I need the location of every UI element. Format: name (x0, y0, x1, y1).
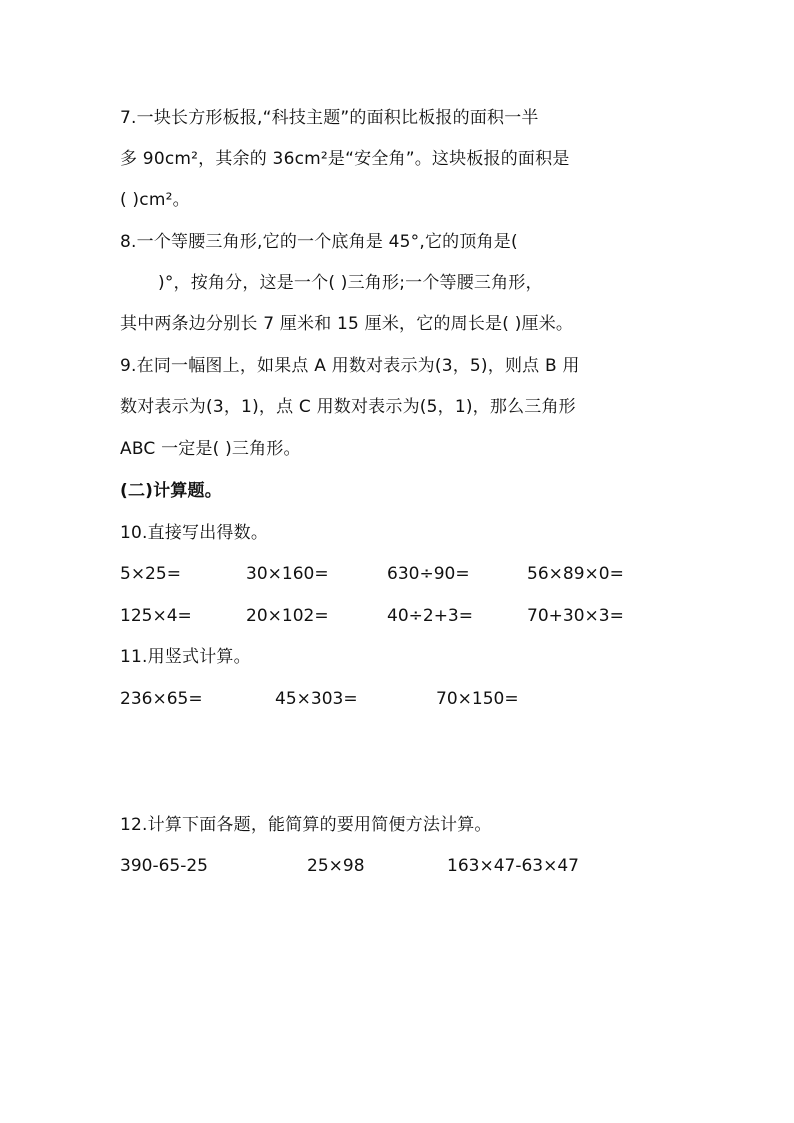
q10-row2-item-2: 20×102= (246, 606, 329, 626)
q11-item-2: 45×303= (275, 689, 358, 709)
q11-title: 11.用竖式计算。 (120, 647, 251, 667)
q8-line-3: 其中两条边分别长 7 厘米和 15 厘米，它的周长是( )厘米。 (120, 314, 574, 334)
q10-row2-item-4: 70+30×3= (527, 606, 624, 626)
q12-item-3: 163×47-63×47 (447, 856, 579, 876)
q10-title: 10.直接写出得数。 (120, 523, 269, 543)
q8-line-2: )°，按角分，这是一个( )三角形;一个等腰三角形， (158, 273, 543, 293)
q10-row2-item-3: 40÷2+3= (387, 606, 473, 626)
q10-row2-item-1: 125×4= (120, 606, 192, 626)
q9-line-2: 数对表示为(3，1)，点 C 用数对表示为(5，1)，那么三角形 (120, 397, 576, 417)
q10-row1-item-2: 30×160= (246, 564, 329, 584)
q7-line-3: ( )cm²。 (120, 190, 190, 210)
q12-item-1: 390-65-25 (120, 856, 208, 876)
q11-item-3: 70×150= (436, 689, 519, 709)
q9-line-1: 9.在同一幅图上，如果点 A 用数对表示为(3，5)，则点 B 用 (120, 356, 580, 376)
q7-line-1: 7.一块长方形板报,“科技主题”的面积比板报的面积一半 (120, 108, 539, 128)
section-2-title: (二)计算题。 (120, 481, 222, 501)
q11-item-1: 236×65= (120, 689, 203, 709)
q8-line-1: 8.一个等腰三角形,它的一个底角是 45°,它的顶角是( (120, 232, 518, 252)
q10-row1-item-3: 630÷90= (387, 564, 470, 584)
q9-line-3: ABC 一定是( )三角形。 (120, 439, 301, 459)
q7-line-2: 多 90cm²，其余的 36cm²是“安全角”。这块板报的面积是 (120, 149, 570, 169)
q12-item-2: 25×98 (307, 856, 365, 876)
q10-row1-item-1: 5×25= (120, 564, 181, 584)
q10-row1-item-4: 56×89×0= (527, 564, 624, 584)
q12-title: 12.计算下面各题，能简算的要用简便方法计算。 (120, 815, 492, 835)
